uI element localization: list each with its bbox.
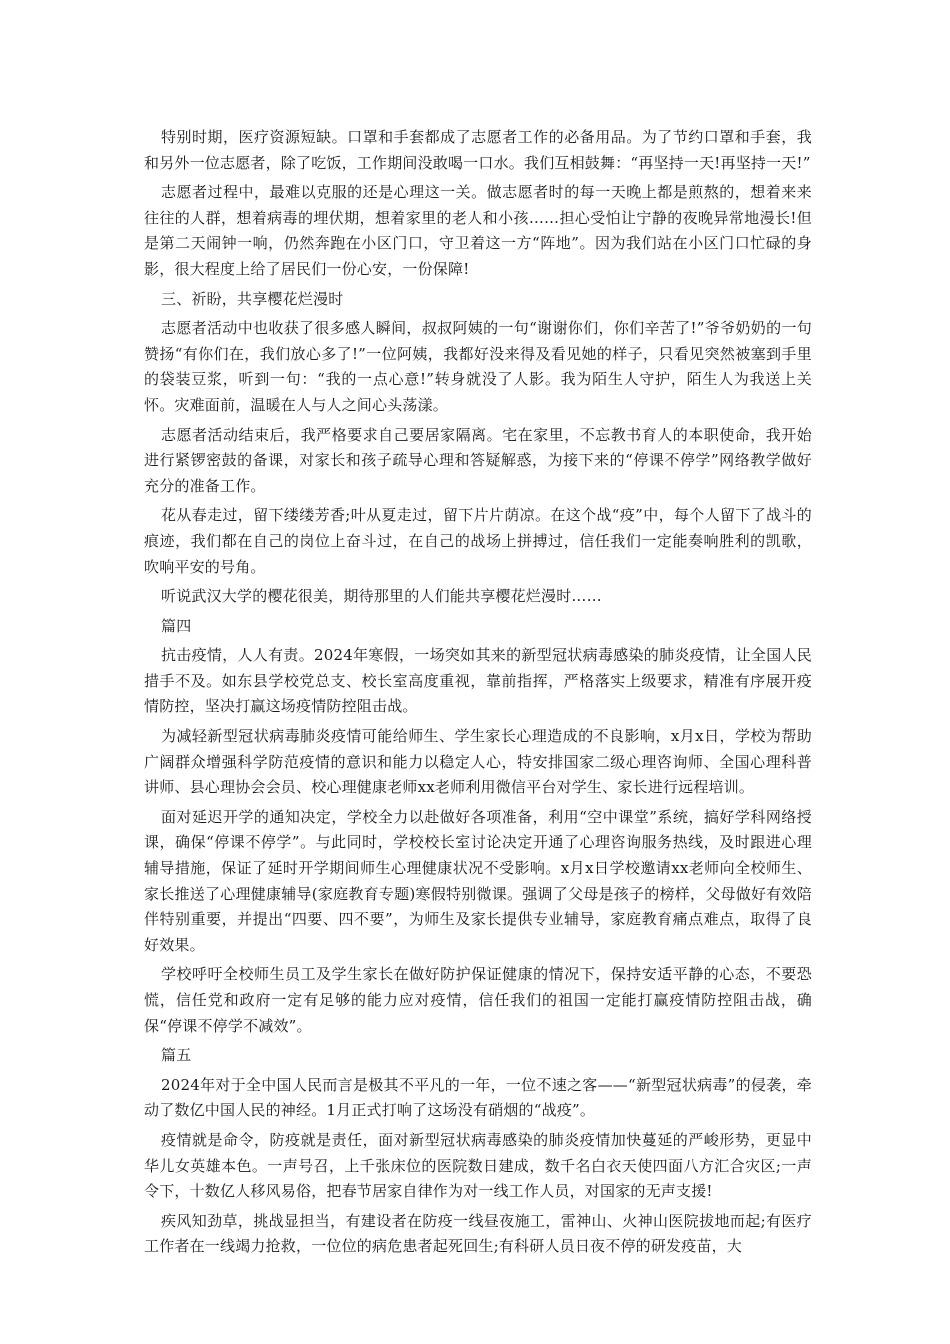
paragraph: 特别时期，医疗资源短缺。口罩和手套都成了志愿者工作的必备用品。为了节约口罩和手套，我和另外一位志愿者，除了吃饭，工作期间没敢喝一口水。我们互相鼓舞：“再坚持一天!再坚持一天!”: [144, 128, 812, 172]
section-heading: 篇四: [161, 616, 192, 635]
paragraph: 为减轻新型冠状病毒肺炎疫情可能给师生、学生家长心理造成的不良影响，x月x日，学校为帮助广阔群众增强科学防范疫情的意识和能力以稳定人心，特安排国家二级心理咨询师、全国心理科普讲师、县心理协会会员、校心理健康老师xx老师利用微信平台对学生、家长进行远程培训。: [144, 727, 812, 797]
paragraph: 志愿者过程中，最难以克服的还是心理这一关。做志愿者时的每一天晚上都是煎熬的，想着来来往往的人群，想着病毒的埋伏期，想着家里的老人和小孩……担心受怕让宁静的夜晚异常地漫长!但是第二天闹钟一响，仍然奔跑在小区门口，守卫着这一方“阵地”。因为我们站在小区门口忙碌的身影，很大程度上给了居民们一份心安，一份保障!: [144, 183, 812, 278]
paragraph: 疾风知劲草，挑战显担当，有建设者在防疫一线昼夜施工，雷神山、火神山医院拔地而起;有医疗工作者在一线竭力抢救，一位位的病危患者起死回生;有科研人员日夜不停的研发疫苗，大: [144, 1211, 812, 1256]
paragraph: 听说武汉大学的樱花很美，期待那里的人们能共享樱花烂漫时……: [161, 587, 602, 606]
paragraph: 面对延迟开学的通知决定，学校全力以赴做好各项准备，利用“空中课堂”系统，搞好学科网络授课，确保“停课不停学”。与此同时，学校校长室讨论决定开通了心理咨询服务热线，及时跟进心理辅导措施，保证了延时开学期间师生心理健康状况不受影响。x月x日学校邀请xx老师向全校师生、家长推送了心理健康辅导(家庭教育专题)寒假特别微课。强调了父母是孩子的榜样，父母做好有效陪伴特别重要，并提出“四要、四不要”，为师生及家长提供专业辅导，家庭教育痛点难点，取得了良好效果。: [144, 807, 812, 954]
paragraph: 2024年对于全中国人民而言是极其不平凡的一年，一位不速之客——“新型冠状病毒”的侵袭，牵动了数亿中国人民的神经。1月正式打响了这场没有硝烟的“战疫”。: [144, 1075, 812, 1120]
section-heading: 篇五: [161, 1046, 192, 1065]
paragraph: 志愿者活动中也收获了很多感人瞬间，叔叔阿姨的一句“谢谢你们，你们辛苦了!”爷爷奶奶的一句赞扬“有你们在，我们放心多了!”一位阿姨，我都好没来得及看见她的样子，只看见突然被塞到手里的袋装豆浆，听到一句：“我的一点心意!”转身就没了人影。我为陌生人守护，陌生人为我送上关怀。灾难面前，温暖在人与人之间心头荡漾。: [144, 319, 812, 414]
paragraph: 花从春走过，留下缕缕芳香;叶从夏走过，留下片片荫凉。在这个战“疫”中，每个人留下了战斗的痕迹，我们都在自己的岗位上奋斗过，在自己的战场上拼搏过，信任我们一定能奏响胜利的凯歌，吹响平安的号角。: [144, 506, 812, 576]
paragraph: 抗击疫情，人人有责。2024年寒假，一场突如其来的新型冠状病毒感染的肺炎疫情，让全国人民措手不及。如东县学校党总支、校长室高度重视，靠前指挥，严格落实上级要求，精准有序展开疫情防控，坚决打赢这场疫情防控阻击战。: [144, 646, 812, 716]
paragraph: 疫情就是命令，防疫就是责任，面对新型冠状病毒感染的肺炎疫情加快蔓延的严峻形势，更显中华儿女英雄本色。一声号召，上千张床位的医院数日建成，数千名白衣天使四面八方汇合灾区;一声令下，十数亿人移风易俗，把春节居家自律作为对一线工作人员，对国家的无声支援!: [144, 1130, 812, 1201]
section-heading: 三、祈盼，共享樱花烂漫时: [161, 289, 344, 308]
paragraph: 志愿者活动结束后，我严格要求自己要居家隔离。宅在家里，不忘教书育人的本职使命，我开始进行紧锣密鼓的备课，对家长和孩子疏导心理和答疑解惑，为接下来的“停课不停学”网络教学做好充分的准备工作。: [144, 425, 812, 495]
paragraph: 学校呼吁全校师生员工及学生家长在做好防护保证健康的情况下，保持安适平静的心态，不要恐慌，信任党和政府一定有足够的能力应对疫情，信任我们的祖国一定能打赢疫情防控阻击战，确保“停课不停学不减效”。: [144, 965, 812, 1035]
document-body: [144, 125, 812, 1264]
